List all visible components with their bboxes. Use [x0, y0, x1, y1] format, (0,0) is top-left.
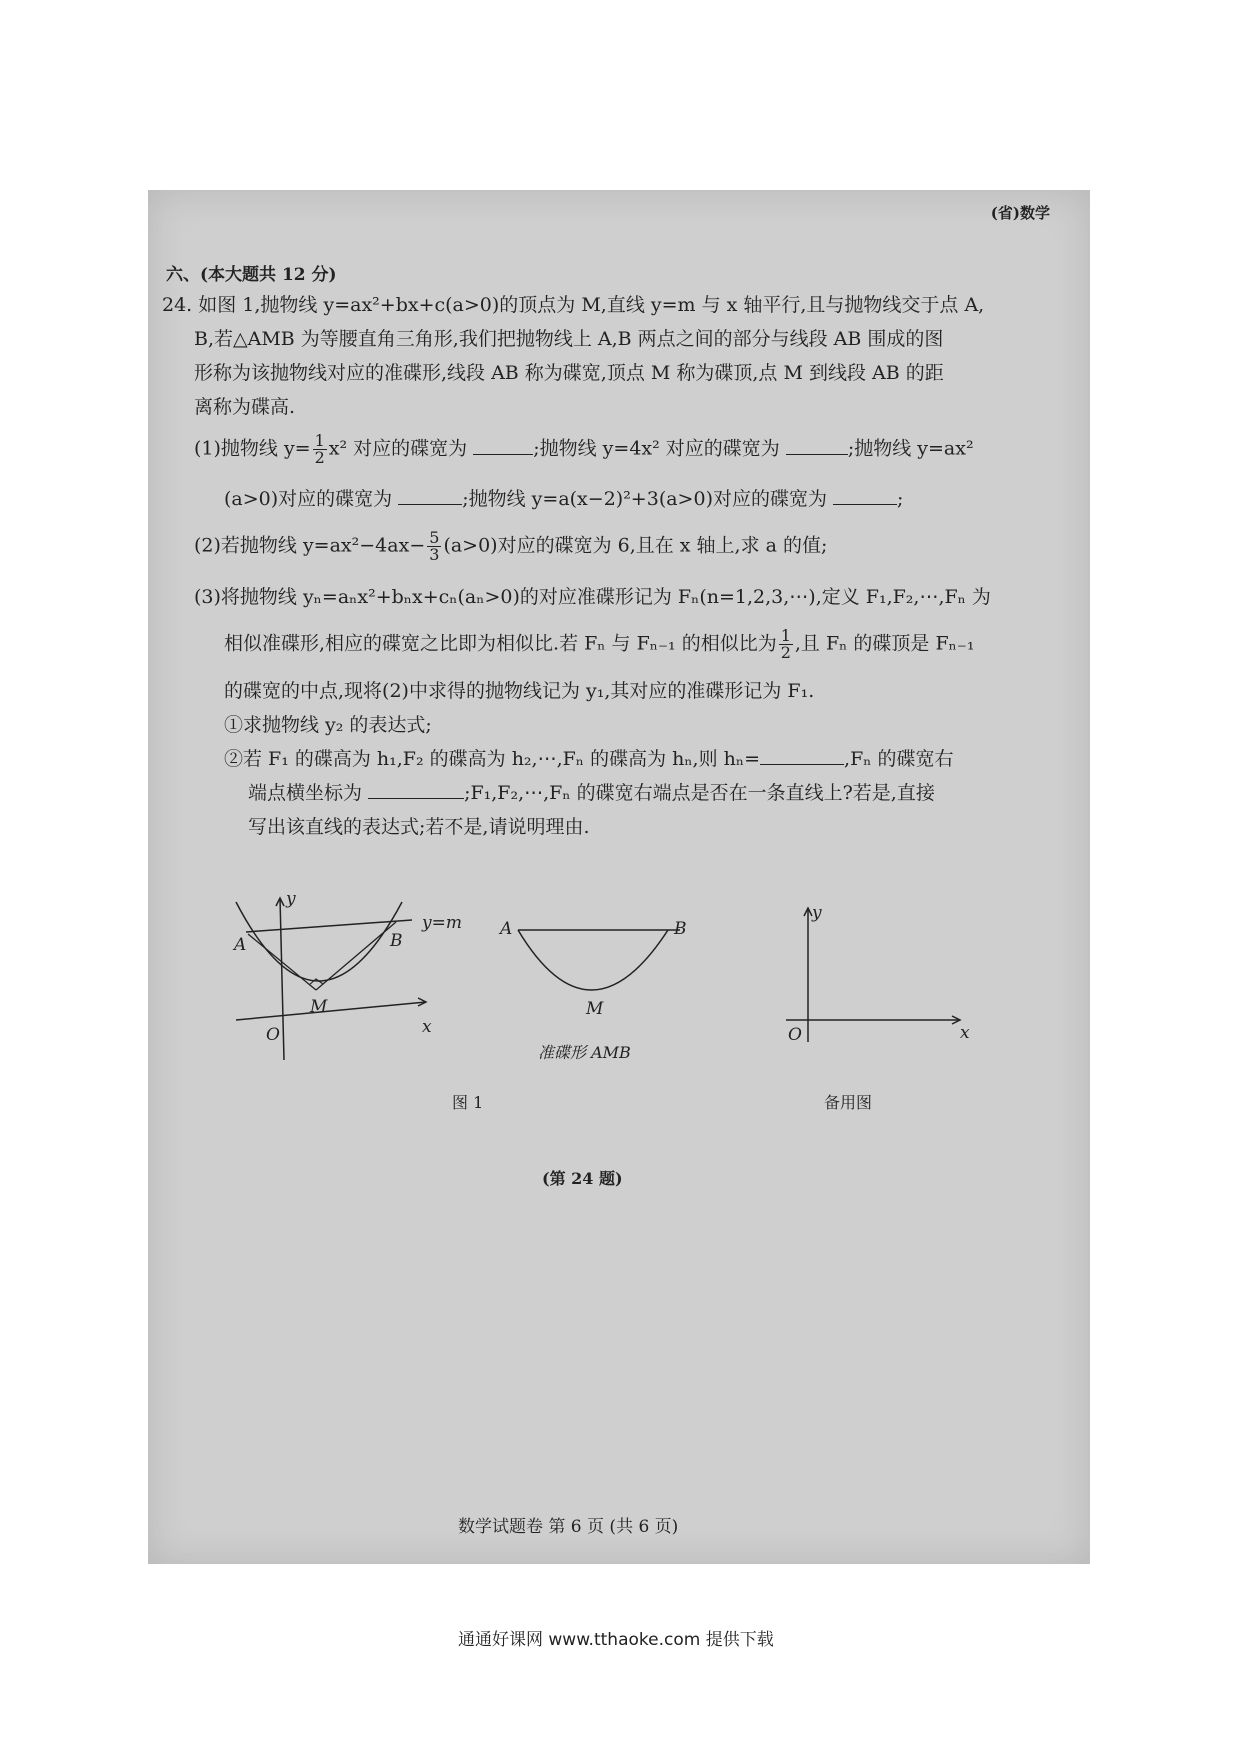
- fraction-five-thirds: $\frac{5}{3}$: [429, 528, 440, 564]
- section-title: 六、(本大题共 12 分): [166, 265, 337, 285]
- fraction-half: $\frac{1}{2}$: [780, 626, 791, 662]
- part2-text-b: (a>0)对应的碟宽为 6,且在 x 轴上,求 a 的值;: [443, 534, 828, 557]
- subject-tag: (省)数学: [990, 204, 1050, 222]
- part3-line-1: (3)将抛物线 yₙ=aₙx²+bₙx+cₙ(aₙ>0)的对应准碟形记为 Fₙ(n=1,2,3,⋯),定义 F₁,F₂,⋯,Fₙ 为: [194, 586, 991, 608]
- part3-sub2-line-1: ②若 F₁ 的碟高为 h₁,F₂ 的碟高为 h₂,⋯,Fₙ 的碟高为 hₙ,则 hₙ= ,Fₙ 的碟宽右: [224, 748, 954, 770]
- part1-line2-text-a: (a>0)对应的碟宽为: [224, 488, 393, 510]
- part1-text-a: (1)抛物线 y=: [194, 437, 311, 460]
- question-line-1: [162, 290, 984, 320]
- label-y: y: [812, 903, 822, 923]
- part1-line-1: [194, 433, 974, 466]
- label-M: M: [586, 999, 604, 1019]
- source-link[interactable]: 通通好课网 www.tthaoke.com 提供下载: [458, 1630, 774, 1650]
- part3-line-2: 相似准碟形,相应的碟宽之比即为相似比.若 Fₙ 与 Fₙ₋₁ 的相似比为 $\frac{1}{2}$ ,且 Fₙ 的碟顶是 Fₙ₋₁: [224, 626, 975, 662]
- label-B: B: [674, 919, 687, 939]
- part1-text-c: ;抛物线 y=4x² 对应的碟宽为: [533, 437, 780, 460]
- answer-blank[interactable]: [473, 454, 533, 455]
- part2-text-a: (2)若抛物线 y=ax²−4ax−: [194, 534, 426, 557]
- part3-sub2-line-3: 写出该直线的表达式;若不是,请说明理由.: [248, 816, 590, 838]
- part3-sub1: ①求抛物线 y₂ 的表达式;: [224, 714, 432, 736]
- answer-blank[interactable]: [833, 504, 897, 505]
- question-intro-3: 形称为该抛物线对应的准碟形,线段 AB 称为碟宽,顶点 M 称为碟顶,点 M 到线段 AB 的距: [194, 362, 944, 384]
- segment-MB: [316, 922, 396, 990]
- label-A: A: [234, 935, 247, 955]
- label-M: M: [310, 997, 328, 1017]
- question-intro-4: 离称为碟高.: [194, 396, 296, 418]
- part1-text-d: ;抛物线 y=ax²: [847, 437, 974, 460]
- part3-line-3: 的碟宽的中点,现将(2)中求得的抛物线记为 y₁,其对应的准碟形记为 F₁.: [224, 680, 815, 702]
- exam-paper: [148, 190, 1090, 1564]
- parabola-arc: [518, 930, 668, 990]
- question-figure-caption: (第 24 题): [542, 1169, 623, 1188]
- label-A: A: [500, 919, 513, 939]
- question-intro-2: B,若△AMB 为等腰直角三角形,我们把抛物线上 A,B 两点之间的部分与线段 AB 围成的图: [194, 328, 944, 350]
- label-y: y: [286, 890, 296, 909]
- answer-blank[interactable]: [368, 798, 464, 799]
- question-intro-1: 如图 1,抛物线 y=ax²+bx+c(a>0)的顶点为 M,直线 y=m 与 x 轴平行,且与抛物线交于点 A,: [198, 294, 985, 316]
- y-axis: [280, 898, 284, 1060]
- answer-blank[interactable]: [398, 504, 462, 505]
- part1-line-2: (a>0)对应的碟宽为 ;抛物线 y=a(x−2)²+3(a>0)对应的碟宽为 ;: [224, 488, 904, 510]
- page-footer: 数学试题卷 第 6 页 (共 6 页): [458, 1517, 679, 1537]
- figure-3-caption: 备用图: [824, 1093, 873, 1112]
- figure-2-caption: 准碟形 AMB: [538, 1043, 631, 1062]
- parabola-curve: [236, 902, 402, 981]
- answer-blank[interactable]: [760, 764, 844, 765]
- part3-sub2-line-2: 端点横坐标为 ;F₁,F₂,⋯,Fₙ 的碟宽右端点是否在一条直线上?若是,直接: [248, 782, 935, 804]
- part2-line: [194, 530, 827, 563]
- part1-text-b: x² 对应的碟宽为: [328, 437, 468, 460]
- figure-1-caption: 图 1: [452, 1093, 484, 1112]
- label-x: x: [960, 1023, 970, 1043]
- x-axis: [236, 1002, 426, 1020]
- label-B: B: [390, 931, 403, 951]
- fraction-half: $\frac{1}{2}$: [314, 431, 325, 467]
- part1-line2-text-b: ;抛物线 y=a(x−2)²+3(a>0)对应的碟宽为: [462, 488, 827, 510]
- label-x: x: [422, 1017, 432, 1037]
- figure-1-diagram: [226, 890, 466, 1080]
- figure-2-diagram: [498, 910, 688, 1030]
- label-y-m: y=m: [422, 913, 462, 933]
- question-number: 24.: [162, 294, 193, 316]
- label-O: O: [266, 1025, 280, 1045]
- figure-3-diagram: [766, 902, 976, 1052]
- answer-blank[interactable]: [786, 454, 848, 455]
- label-O: O: [788, 1025, 802, 1045]
